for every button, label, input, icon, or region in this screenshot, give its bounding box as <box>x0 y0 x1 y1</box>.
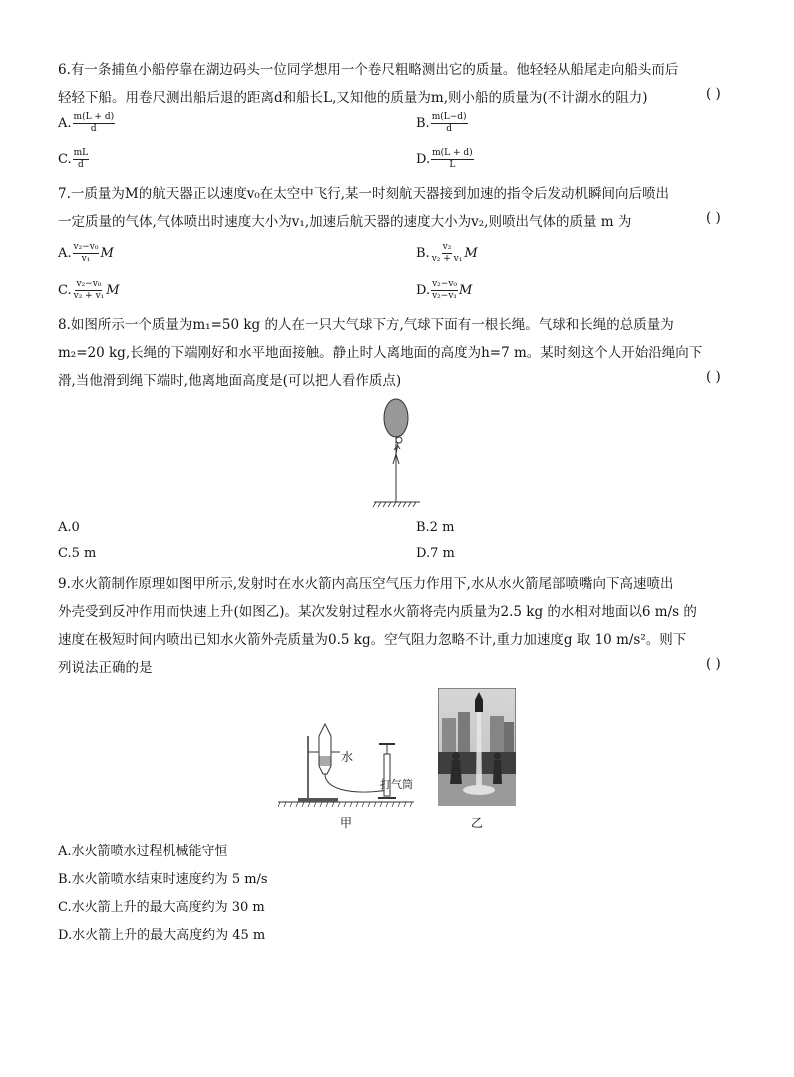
q9-stem-line2: 外壳受到反冲作用而快速上升(如图乙)。某次发射过程水火箭将壳内质量为2.5 kg 的水相对地面以6 m/s 的 <box>58 604 697 620</box>
q7-stem-line1: 7.一质量为M的航天器正以速度v₀在太空中飞行,某一时刻航天器接到加速的指令后发动机瞬间向后喷出 <box>58 186 670 202</box>
rocket-bottle <box>319 724 331 774</box>
q9-stem-line4: 列说法正确的是 <box>58 660 153 676</box>
q8-option-d[interactable]: D.7 m <box>416 546 455 561</box>
q6-answer-paren: ( ) <box>706 86 721 102</box>
q7-option-c[interactable]: C. $\frac{\text{v₂−v₀}}{\text{v₂ + v₁}}$ M <box>58 279 120 301</box>
q9-option-b[interactable]: B.水火箭喷水结束时速度约为 5 m/s <box>58 872 268 887</box>
spectator-left <box>450 760 462 784</box>
label-water: 水 <box>341 750 354 764</box>
spectator-left-head <box>452 752 460 760</box>
q6-option-a[interactable]: A. $\frac{m(L + d)}{d}$ <box>58 112 115 134</box>
q8-stem-line1: 8.如图所示一个质量为m₁=50 kg 的人在一只大气球下方,气球下面有一根长绳。气球和长绳的总质量为 <box>58 317 674 333</box>
q7-option-b[interactable]: B. $\frac{\text{v₂}}{\text{v₂ + v₁}}$ M <box>416 242 478 264</box>
q7-option-d[interactable]: D. $\frac{\text{v₂−v₀}}{\text{v₂−v₁}}$ M <box>416 279 473 301</box>
ground-hatching <box>373 502 416 507</box>
building-3 <box>490 716 504 758</box>
q7-stem-line2: 一定质量的气体,气体喷出时速度大小为v₁,加速后航天器的速度大小为v₂,则喷出气体的质量 m 为 <box>58 214 632 230</box>
label-jia: 甲 <box>340 816 353 830</box>
q6-stem-line1: 6.有一条捕鱼小船停靠在湖边码头一位同学想用一个卷尺粗略测出它的质量。他轻轻从船尾走向船头而后 <box>58 62 679 78</box>
q7-option-a[interactable]: A. $\frac{\text{v₂−v₀}}{\text{v₁}}$ M <box>58 242 114 264</box>
stand-base <box>298 798 338 802</box>
balloon <box>384 399 408 437</box>
spectator-right <box>493 760 502 784</box>
q8-stem-line2: m₂=20 kg,长绳的下端刚好和水平地面接触。静止时人离地面的高度为h=7 m。某时刻这个人开始沿绳向下 <box>58 345 703 361</box>
water-jet <box>476 712 482 788</box>
q6-stem-line2: 轻轻下船。用卷尺测出船后退的距离d和船长L,又知他的质量为m,则小船的质量为(不计湖水的阻力) <box>58 90 648 106</box>
q7-answer-paren: ( ) <box>706 210 721 226</box>
q9-option-a[interactable]: A.水火箭喷水过程机械能守恒 <box>58 844 228 859</box>
q6-option-d[interactable]: D. $\frac{m(L + d)}{L}$ <box>416 148 473 170</box>
q6-option-b[interactable]: B. $\frac{m(L-d)}{d}$ <box>416 112 467 134</box>
q9-answer-paren: ( ) <box>706 656 721 672</box>
spectator-right-head <box>494 753 501 760</box>
splash <box>463 785 495 795</box>
q8-option-a[interactable]: A.0 <box>58 520 80 535</box>
air-hose <box>325 774 388 792</box>
q8-option-b[interactable]: B.2 m <box>416 520 455 535</box>
q8-answer-paren: ( ) <box>706 369 721 385</box>
q8-option-c[interactable]: C.5 m <box>58 546 97 561</box>
q9-stem-line3: 速度在极短时间内喷出已知水火箭外壳质量为0.5 kg。空气阻力忽略不计,重力加速度g 取 10 m/s²。则下 <box>58 632 687 648</box>
q6-option-c[interactable]: C. $\frac{mL}{d}$ <box>58 148 89 170</box>
label-yi: 乙 <box>471 816 484 830</box>
balloon-figure <box>370 398 430 510</box>
q8-stem-line3: 滑,当他滑到绳下端时,他离地面高度是(可以把人看作质点) <box>58 373 402 389</box>
base-hatching <box>278 802 412 807</box>
q9-option-d[interactable]: D.水火箭上升的最大高度约为 45 m <box>58 928 266 943</box>
q9-option-c[interactable]: C.水火箭上升的最大高度约为 30 m <box>58 900 265 915</box>
building-2 <box>458 712 470 758</box>
rocket-water <box>320 756 331 766</box>
person-head <box>396 437 402 443</box>
q9-stem-line1: 9.水火箭制作原理如图甲所示,发射时在水火箭内高压空气压力作用下,水从水火箭尾部喷嘴向下高速喷出 <box>58 576 674 592</box>
launch-photo <box>438 688 516 806</box>
label-pump: 打气筒 <box>380 778 413 791</box>
